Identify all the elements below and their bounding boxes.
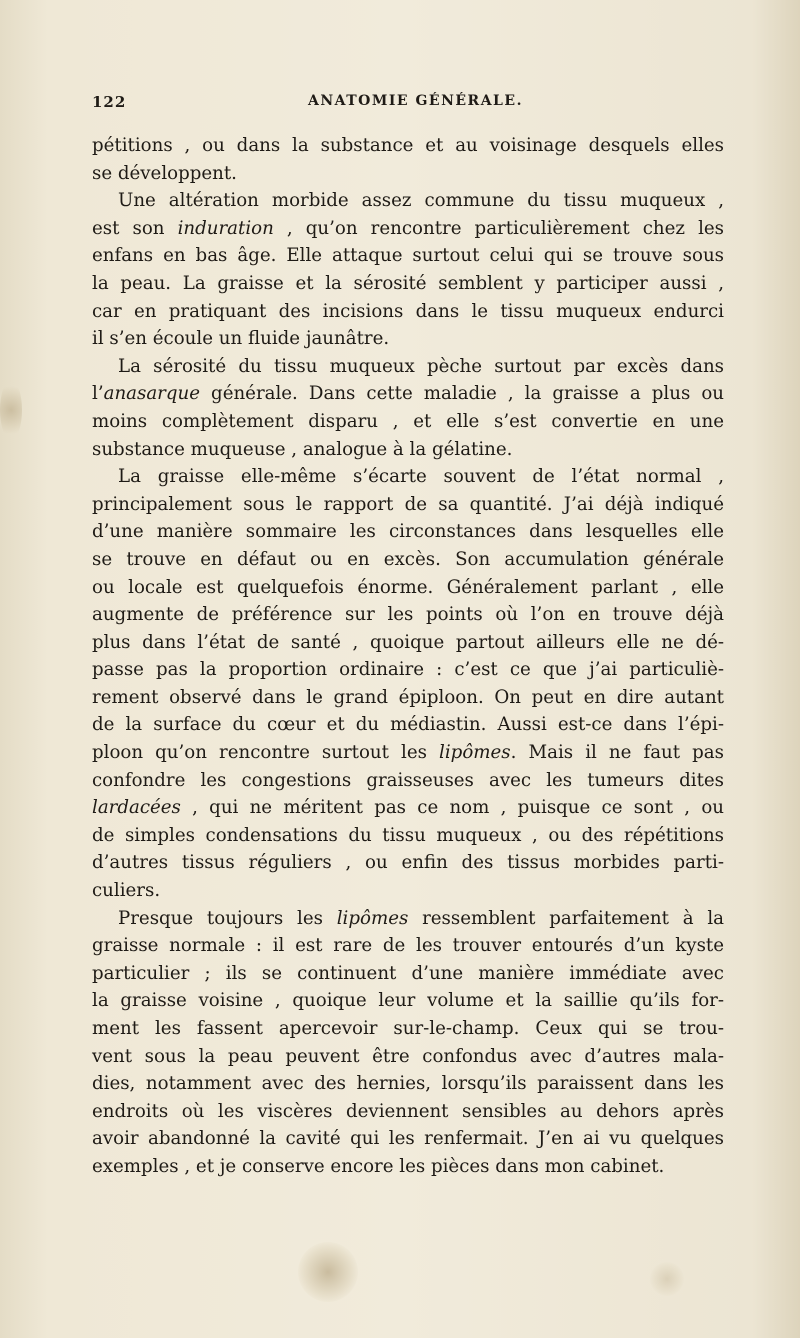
text-line — [92, 380, 724, 408]
text-line — [92, 987, 724, 1015]
italic-term: lardacées — [92, 797, 181, 819]
text-line — [92, 794, 724, 822]
text-line — [92, 1043, 724, 1071]
text-segment: de simples condensations du tissu muqueux , ou des répétitions — [92, 824, 724, 846]
text-segment: d’autres tissus réguliers , ou enfin des tissus morbides parti- — [92, 852, 724, 874]
text-segment: , qui ne méritent pas ce nom , puisque ce sont , ou — [180, 797, 724, 819]
text-line — [92, 1015, 724, 1043]
text-segment: La sérosité du tissu muqueux pèche surtout par excès dans — [118, 355, 724, 377]
text-line — [92, 132, 724, 160]
text-segment: particulier ; ils se continuent d’une manière immédiate avec — [92, 962, 724, 984]
text-segment: avoir abandonné la cavité qui les renfermait. J’en ai vu quelques — [92, 1128, 724, 1150]
text-line — [92, 905, 724, 933]
text-line — [92, 270, 724, 298]
text-segment: passe pas la proportion ordinaire : c’est ce que j’ai particuliè- — [92, 659, 724, 681]
text-segment: Une altération morbide assez commune du tissu muqueux , — [118, 190, 724, 212]
text-segment: ment les fassent apercevoir sur-le-champ. Ceux qui se trou- — [92, 1018, 724, 1039]
text-line — [92, 601, 724, 629]
text-line — [92, 298, 724, 326]
text-line — [92, 877, 724, 905]
text-segment: l’ — [92, 383, 104, 405]
text-line — [92, 160, 724, 188]
text-segment: enfans en bas âge. Elle attaque surtout celui qui se trouve sous — [92, 245, 724, 267]
text-segment: de la surface du cœur et du médiastin. Aussi est-ce dans l’épi- — [92, 714, 724, 736]
text-segment: la graisse voisine , quoique leur volume et la saillie qu’ils for- — [92, 990, 724, 1012]
text-segment: générale. Dans cette maladie , la graisse a plus ou — [200, 383, 724, 405]
text-line — [92, 518, 724, 546]
text-segment: car en pratiquant des incisions dans le tissu muqueux endurci — [92, 300, 724, 322]
text-line — [92, 574, 724, 602]
text-segment: Presque toujours les — [118, 907, 337, 929]
text-line — [92, 1153, 724, 1181]
text-segment: ressemblent parfaitement à la — [408, 907, 724, 929]
running-title: ANATOMIE GÉNÉRALE. — [308, 93, 523, 109]
text-segment: rement observé dans le grand épiploon. On peut en dire autant — [92, 686, 724, 708]
text-line — [92, 1098, 724, 1126]
text-segment: d’une manière sommaire les circonstances dans lesquelles elle — [92, 521, 724, 543]
text-line — [92, 656, 724, 684]
foxing-stain — [298, 1242, 358, 1302]
body-text — [92, 132, 724, 1181]
text-segment: moins complètement disparu , et elle s’est convertie en une — [92, 410, 724, 432]
text-segment: plus dans l’état de santé , quoique partout ailleurs elle ne dé- — [92, 631, 724, 653]
italic-term: induration — [177, 217, 274, 239]
text-segment: exemples , et je conserve encore les pièces dans mon cabinet. — [92, 1155, 665, 1177]
text-line — [92, 353, 724, 381]
text-segment: pétitions , ou dans la substance et au voisinage desquels elles — [92, 135, 724, 156]
text-line — [92, 242, 724, 270]
text-line — [92, 822, 724, 850]
text-segment: il s’en écoule un fluide jaunâtre. — [92, 328, 390, 350]
text-line — [92, 491, 724, 519]
text-line — [92, 711, 724, 739]
page-number: 122 — [92, 93, 127, 111]
text-segment: confondre les congestions graisseuses avec les tumeurs dites — [92, 769, 724, 791]
text-segment: endroits où les viscères deviennent sensibles au dehors après — [92, 1100, 724, 1122]
text-line — [92, 325, 724, 353]
text-segment: est son — [92, 217, 178, 239]
text-segment: se développent. — [92, 162, 237, 184]
text-segment: graisse normale : il est rare de les trouver entourés d’un kyste — [92, 935, 724, 957]
text-segment: La graisse elle-même s’écarte souvent de l’état normal , — [118, 466, 724, 488]
text-segment: dies, notamment avec des hernies, lorsqu’ils paraissent dans les — [92, 1073, 724, 1095]
text-line — [92, 739, 724, 767]
text-segment: culiers. — [92, 880, 161, 902]
text-line — [92, 1070, 724, 1098]
text-line — [92, 546, 724, 574]
page-header — [92, 93, 722, 117]
text-line — [92, 849, 724, 877]
text-line — [92, 187, 724, 215]
foxing-stain — [650, 1262, 684, 1296]
text-line — [92, 1125, 724, 1153]
text-line — [92, 436, 724, 464]
text-segment: augmente de préférence sur les points où l’on en trouve déjà — [92, 604, 724, 626]
text-segment: principalement sous le rapport de sa quantité. J’ai déjà indiqué — [92, 493, 724, 515]
text-segment: substance muqueuse , analogue à la gélatine. — [92, 438, 513, 460]
italic-term: anasarque — [103, 383, 200, 405]
italic-term: lipômes — [439, 742, 511, 764]
foxing-stain — [0, 380, 22, 440]
text-segment: ou locale est quelquefois énorme. Généralement parlant , elle — [92, 576, 724, 598]
text-line — [92, 960, 724, 988]
text-line — [92, 408, 724, 436]
text-segment: ploon qu’on rencontre surtout les — [92, 742, 440, 764]
text-segment: la peau. La graisse et la sérosité semblent y participer aussi , — [92, 272, 724, 294]
text-line — [92, 767, 724, 795]
text-segment: , qu’on rencontre particulièrement chez les — [273, 217, 724, 239]
text-line — [92, 629, 724, 657]
italic-term: lipômes — [336, 907, 409, 929]
text-line — [92, 463, 724, 491]
text-line — [92, 684, 724, 712]
text-segment: vent sous la peau peuvent être confondus avec d’autres mala- — [92, 1045, 724, 1067]
text-line — [92, 215, 724, 243]
text-line — [92, 932, 724, 960]
text-segment: . Mais il ne faut pas — [510, 742, 724, 764]
text-segment: se trouve en défaut ou en excès. Son accumulation générale — [92, 548, 724, 570]
